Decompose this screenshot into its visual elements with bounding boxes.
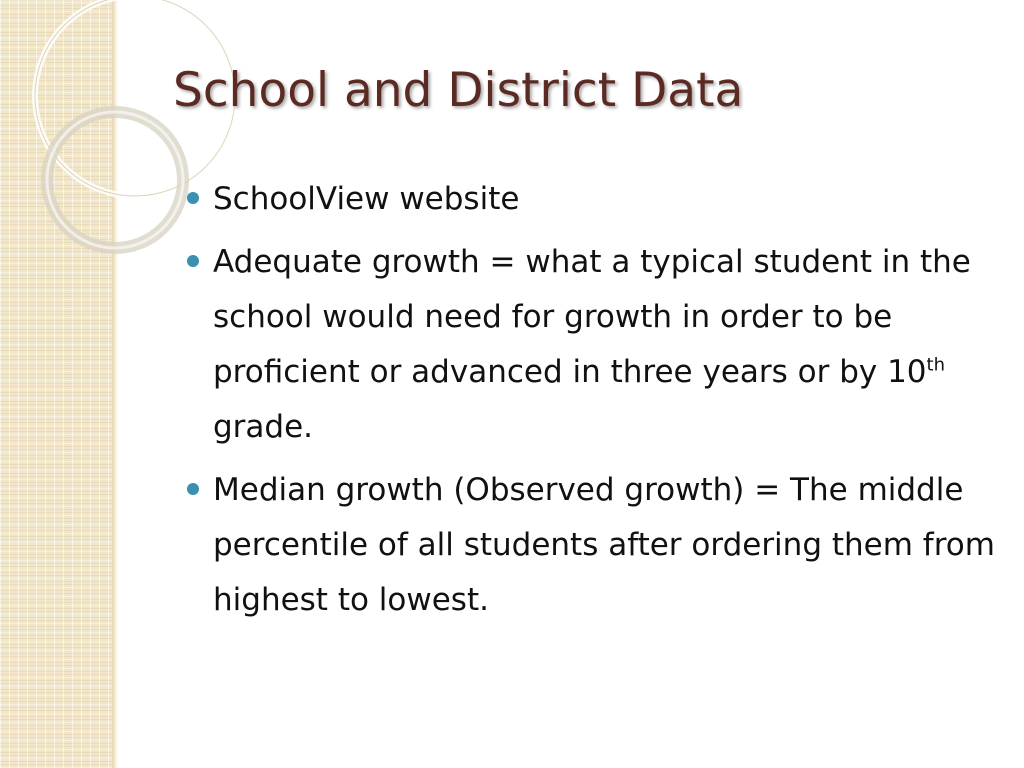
decorative-side-strip	[0, 0, 112, 768]
bullet-text-main: Adequate growth = what a typical student in the school would need for growth in order to be proficient or advanced in three years or by 10	[213, 244, 971, 390]
bullet-text: SchoolView website	[213, 181, 520, 217]
bullet-icon	[187, 192, 199, 204]
bullet-item	[185, 235, 1005, 455]
slide-title: School and District Data	[173, 63, 744, 118]
bullet-item	[185, 463, 1005, 628]
bullet-text	[213, 244, 971, 445]
ordinal-superscript: th	[926, 354, 945, 376]
bullet-item	[185, 172, 1005, 227]
bullet-icon	[187, 483, 199, 495]
bullet-icon	[187, 255, 199, 267]
bullet-text-end: grade.	[213, 409, 314, 445]
slide-body	[185, 172, 1005, 636]
side-strip-edge	[112, 0, 118, 768]
bullet-text: Median growth (Observed growth) = The middle percentile of all students after ordering them from highest to lowest.	[213, 472, 995, 618]
bullet-list	[185, 172, 1005, 628]
